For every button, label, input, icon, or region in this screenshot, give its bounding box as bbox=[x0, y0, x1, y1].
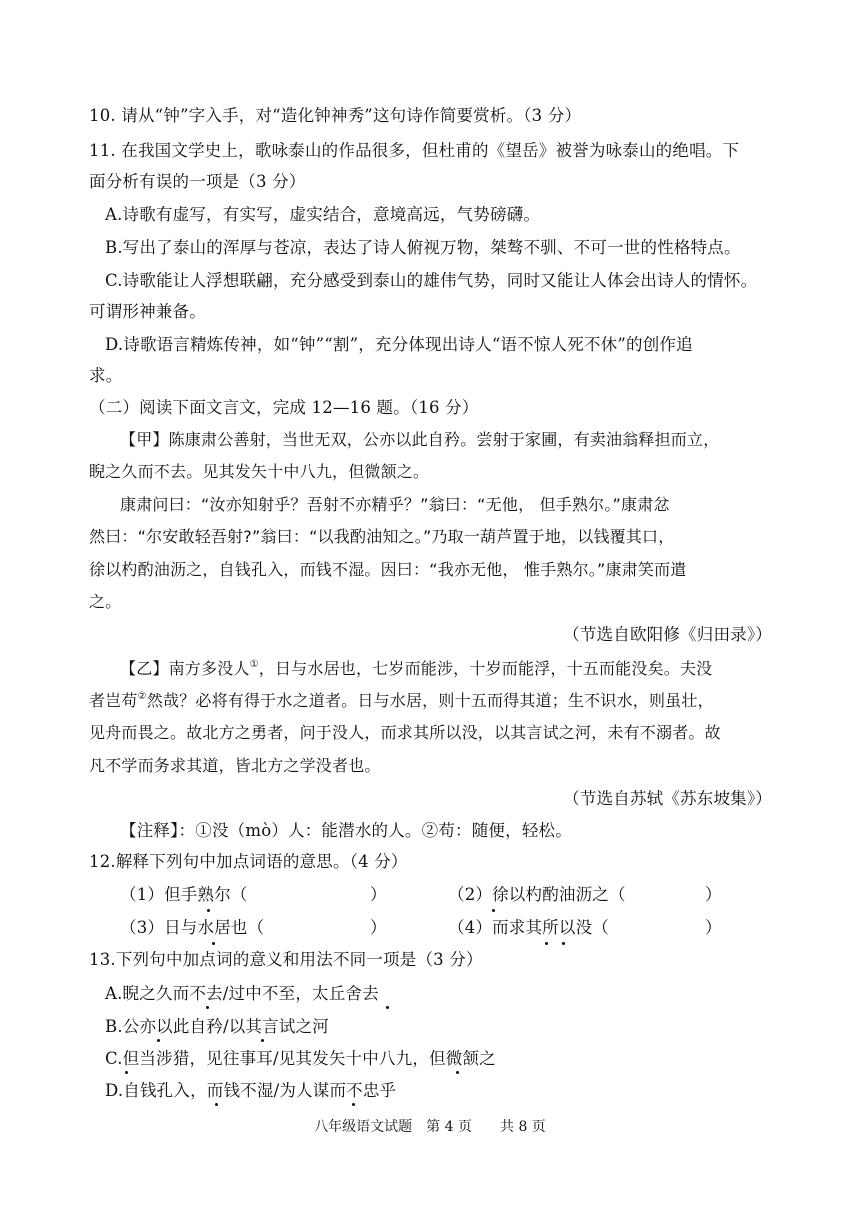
passage-jia-line3: 康肃问曰：“汝亦知射乎？吾射不亦精乎？”翁曰：“无他， 但手熟尔。”康肃忿 bbox=[120, 495, 670, 514]
footnote-marker-2: ② bbox=[137, 691, 147, 702]
passage-yi-line3: 见舟而畏之。故北方之勇者，问于没人，而求其所以没，以其言试之河，未有不溺者。故 bbox=[89, 723, 721, 742]
question-11-option-c-line1: C.诗歌能让人浮想联翩，充分感受到泰山的雄伟气势，同时又能让人体会出诗人的情怀。 bbox=[105, 271, 758, 290]
question-13-option-b: B.公亦以此自矜/以其言试之河 bbox=[105, 1017, 329, 1036]
passage-jia-line6: 之。 bbox=[89, 592, 122, 611]
question-11-stem-line1: 11. 在我国文学史上，歌咏泰山的作品很多，但杜甫的《望岳》被誉为咏泰山的绝唱。下 bbox=[89, 141, 740, 160]
passage-jia-line1: 【甲】陈康肃公善射，当世无双，公亦以此自矜。尝射于家圃，有卖油翁释担而立， bbox=[120, 430, 720, 449]
annotation-notes: 【注释】：①没（mò）人：能潜水的人。②苟：随便，轻松。 bbox=[120, 821, 572, 840]
question-11-option-c-line2: 可谓形神兼备。 bbox=[89, 302, 206, 321]
emphasis-dot bbox=[125, 1071, 128, 1074]
footnote-marker-1: ① bbox=[249, 659, 259, 670]
passage-yi-line2-a: 者岂苟 bbox=[89, 691, 138, 710]
question-13-option-d: D.自钱孔入，而钱不湿/为人谋而不忠乎 bbox=[105, 1081, 397, 1100]
emphasis-dot bbox=[492, 909, 495, 912]
question-12-item-4: （4）而求其所以没（ bbox=[448, 918, 609, 937]
emphasis-dot bbox=[562, 942, 565, 945]
passage-yi-line1-b: ，日与水居也，七岁而能涉，十岁而能浮，十五而能没矣。夫没 bbox=[258, 659, 713, 678]
question-11-option-a: A.诗歌有虚写，有实写，虚实结合，意境高远，气势磅礴。 bbox=[105, 205, 541, 224]
passage-yi-line1-a: 【乙】南方多没人 bbox=[120, 659, 250, 678]
passage-yi-source: （节选自苏轼《苏东坡集》） bbox=[563, 789, 772, 808]
passage-yi-line2 bbox=[89, 691, 714, 711]
passage-jia-source: （节选自欧阳修《归田录》） bbox=[563, 625, 772, 644]
passage-yi-line2-b: 然哉？必将有得于水之道者。日与水居，则十五而得其道；生不识水，则虽壮， bbox=[146, 691, 714, 710]
question-12-stem: 12.解释下列句中加点词语的意思。（4 分） bbox=[89, 852, 408, 871]
question-11-stem-line2: 面分析有误的一项是（3 分） bbox=[89, 172, 306, 191]
emphasis-dot bbox=[545, 942, 548, 945]
question-12-item-1: （1）但手熟尔（ bbox=[120, 885, 248, 904]
passage-jia-line5: 徐以杓酌油沥之，自钱孔入，而钱不湿。因曰：“我亦无他， 惟手熟尔。”康肃笑而遣 bbox=[89, 560, 687, 579]
emphasis-dot bbox=[157, 1039, 160, 1042]
passage-jia-line2: 睨之久而不去。见其发矢十中八九，但微颔之。 bbox=[89, 462, 430, 481]
emphasis-dot bbox=[261, 1039, 264, 1042]
question-12-item-2-close: ） bbox=[705, 885, 722, 904]
question-13-option-c: C.但当涉猎，见往事耳/见其发矢十中八九，但微颔之 bbox=[105, 1049, 496, 1068]
emphasis-dot bbox=[212, 942, 215, 945]
section-2-heading: （二）阅读下面文言文，完成 12—16 题。（16 分） bbox=[89, 398, 479, 417]
emphasis-dot bbox=[456, 1071, 459, 1074]
emphasis-dot bbox=[352, 1103, 355, 1106]
question-10: 10. 请从“钟”字入手，对“造化钟神秀”这句诗作简要赏析。（3 分） bbox=[89, 106, 582, 125]
passage-yi-line4: 凡不学而务求其道，皆北方之学没者也。 bbox=[89, 756, 381, 775]
question-12-item-2: （2）徐以杓酌油沥之（ bbox=[448, 885, 626, 904]
emphasis-dot bbox=[386, 1006, 389, 1009]
passage-jia-line4: 然曰：“尔安敢轻吾射?”翁曰：“以我酌油知之。”乃取一葫芦置于地，以钱覆其口， bbox=[89, 527, 675, 546]
passage-yi-line1 bbox=[120, 659, 712, 679]
page-footer: 八年级语文试题 第 4 页 共 8 页 bbox=[314, 1119, 546, 1135]
question-12-item-4-close: ） bbox=[705, 918, 722, 937]
question-11-option-d-line2: 求。 bbox=[89, 366, 123, 385]
question-13-option-a: A.睨之久而不去/过中不至，太丘舍去 bbox=[105, 984, 379, 1003]
question-11-option-b: B.写出了泰山的浑厚与苍凉，表达了诗人俯视万物，桀骜不驯、不可一世的性格特点。 bbox=[105, 238, 741, 257]
question-11-option-d-line1: D.诗歌语言精炼传神，如“钟”“割”，充分体现出诗人“语不惊人死不休”的创作追 bbox=[105, 335, 693, 354]
emphasis-dot bbox=[207, 909, 210, 912]
emphasis-dot bbox=[206, 1006, 209, 1009]
question-12-item-1-close: ） bbox=[370, 885, 387, 904]
emphasis-dot bbox=[215, 1103, 218, 1106]
question-13-stem: 13.下列句中加点词的意义和用法不同一项是（3 分） bbox=[89, 950, 483, 969]
question-12-item-3: （3）日与水居也（ bbox=[120, 918, 265, 937]
question-12-item-3-close: ） bbox=[370, 918, 387, 937]
